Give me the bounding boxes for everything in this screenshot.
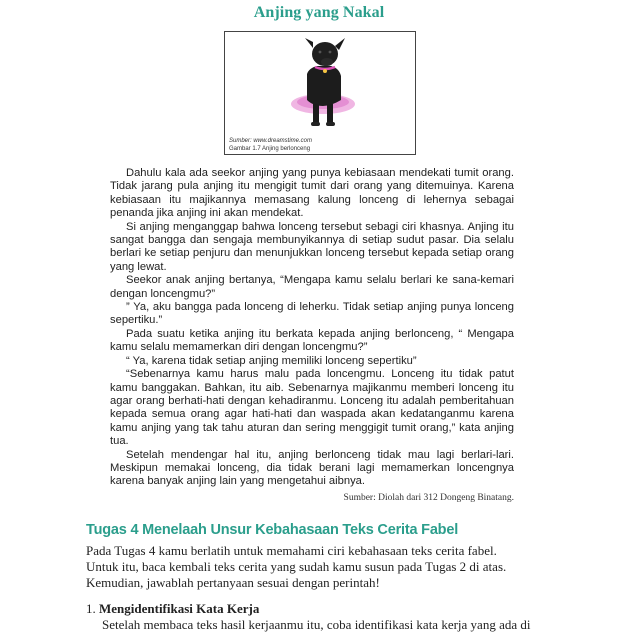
story-paragraph: “ Ya, karena tidak setiap anjing memiliki lonceng sepertiku”: [126, 354, 417, 367]
subsection-title: Mengidentifikasi Kata Kerja: [99, 601, 260, 616]
task-line: Kemudian, jawablah pertanyaan sesuai dengan perintah!: [86, 575, 380, 590]
story-paragraph: Seekor anak anjing bertanya, “Mengapa kamu selalu berlari ke sana-kemari dengan loncengmu?”: [110, 274, 514, 300]
story-paragraph: Dahulu kala ada seekor anjing yang punya kebiasaan mendekati tumit orang. Tidak jarang pula anjing itu mengigit tumit dari orang yang ditemuinya. Karena kebiasaan itu majikannya memasang kalung lonceng di lehernya sebagai penanda jika anjing ini akan mendekat.: [110, 167, 514, 220]
story-paragraph: Pada suatu ketika anjing itu berkata kepada anjing berlonceng, “ Mengapa kamu selalu memamerkan diri dengan loncengmu?”: [110, 327, 514, 354]
dog-paw: [326, 122, 335, 126]
dog-ear: [305, 38, 313, 48]
collar-bell: [323, 69, 327, 73]
subsection-heading: [86, 601, 259, 617]
dog-leg: [327, 104, 333, 124]
story-source: Sumber: Diolah dari 312 Dongeng Binatang.: [343, 492, 514, 503]
task-heading: Tugas 4 Menelaah Unsur Kebahasaan Teks Cerita Fabel: [86, 522, 459, 538]
story-body: [110, 167, 514, 505]
figure-caption: Gambar 1.7 Anjing berlonceng: [229, 146, 311, 152]
dog-snout: [321, 58, 333, 66]
subsection-number: 1.: [86, 601, 96, 616]
dog-paw: [311, 122, 320, 126]
task-line: Pada Tugas 4 kamu berlatih untuk memahami ciri kebahasaan teks cerita fabel.: [86, 543, 497, 558]
task-instructions: [86, 543, 530, 591]
dog-eye: [319, 51, 322, 54]
figure-source: Sumber: www.dreamstime.com: [229, 138, 313, 144]
story-title: Anjing yang Nakal: [253, 4, 385, 21]
task-line: Untuk itu, baca kembali teks cerita yang sudah kamu susun pada Tugas 2 di atas.: [86, 559, 507, 574]
dog-illustration: [265, 34, 377, 134]
task-last-line: Setelah membaca teks hasil kerjaanmu itu, coba identifikasi kata kerja yang ada di: [102, 617, 531, 632]
dog-ear: [335, 38, 345, 50]
story-figure: [224, 31, 416, 155]
story-paragraph: ” Ya, aku bangga pada lonceng di leherku. Tidak setiap anjing punya lonceng sepertiku.”: [110, 301, 514, 327]
story-paragraph: “Sebenarnya kamu harus malu pada loncengmu. Lonceng itu tidak patut kamu banggakan. Bahkan, itu aib. Sebenarnya majikanmu memberi lonceng itu agar orang berhati-hati dengan kehadiranmu. Lonceng itu adalah pemberitahuan kepada semua orang agar hati-hati dan waspada akan kedatanganmu karena kamu anjing yang tak tahu aturan dan sering menggigit tumit orang,” kata anjing tua.: [110, 368, 514, 448]
dog-eye: [329, 51, 332, 54]
story-paragraph: Setelah mendengar hal itu, anjing berlonceng tidak mau lagi berlari-lari. Meskipun memakai lonceng, dia tidak berani lagi memamerkan loncengnya karena banyak anjing lain yang mengetahui aibnya.: [110, 448, 514, 488]
dog-leg: [313, 104, 319, 124]
story-paragraph: Si anjing menganggap bahwa lonceng tersebut sebagi ciri khasnya. Anjing itu sangat bangga dan sengaja membunyikannya di setiap sudut pasar. Dia selalu berlari ke setiap penjuru dan menunjukkan lonceng tersebut kepada setiap orang yang lewat.: [110, 220, 514, 273]
